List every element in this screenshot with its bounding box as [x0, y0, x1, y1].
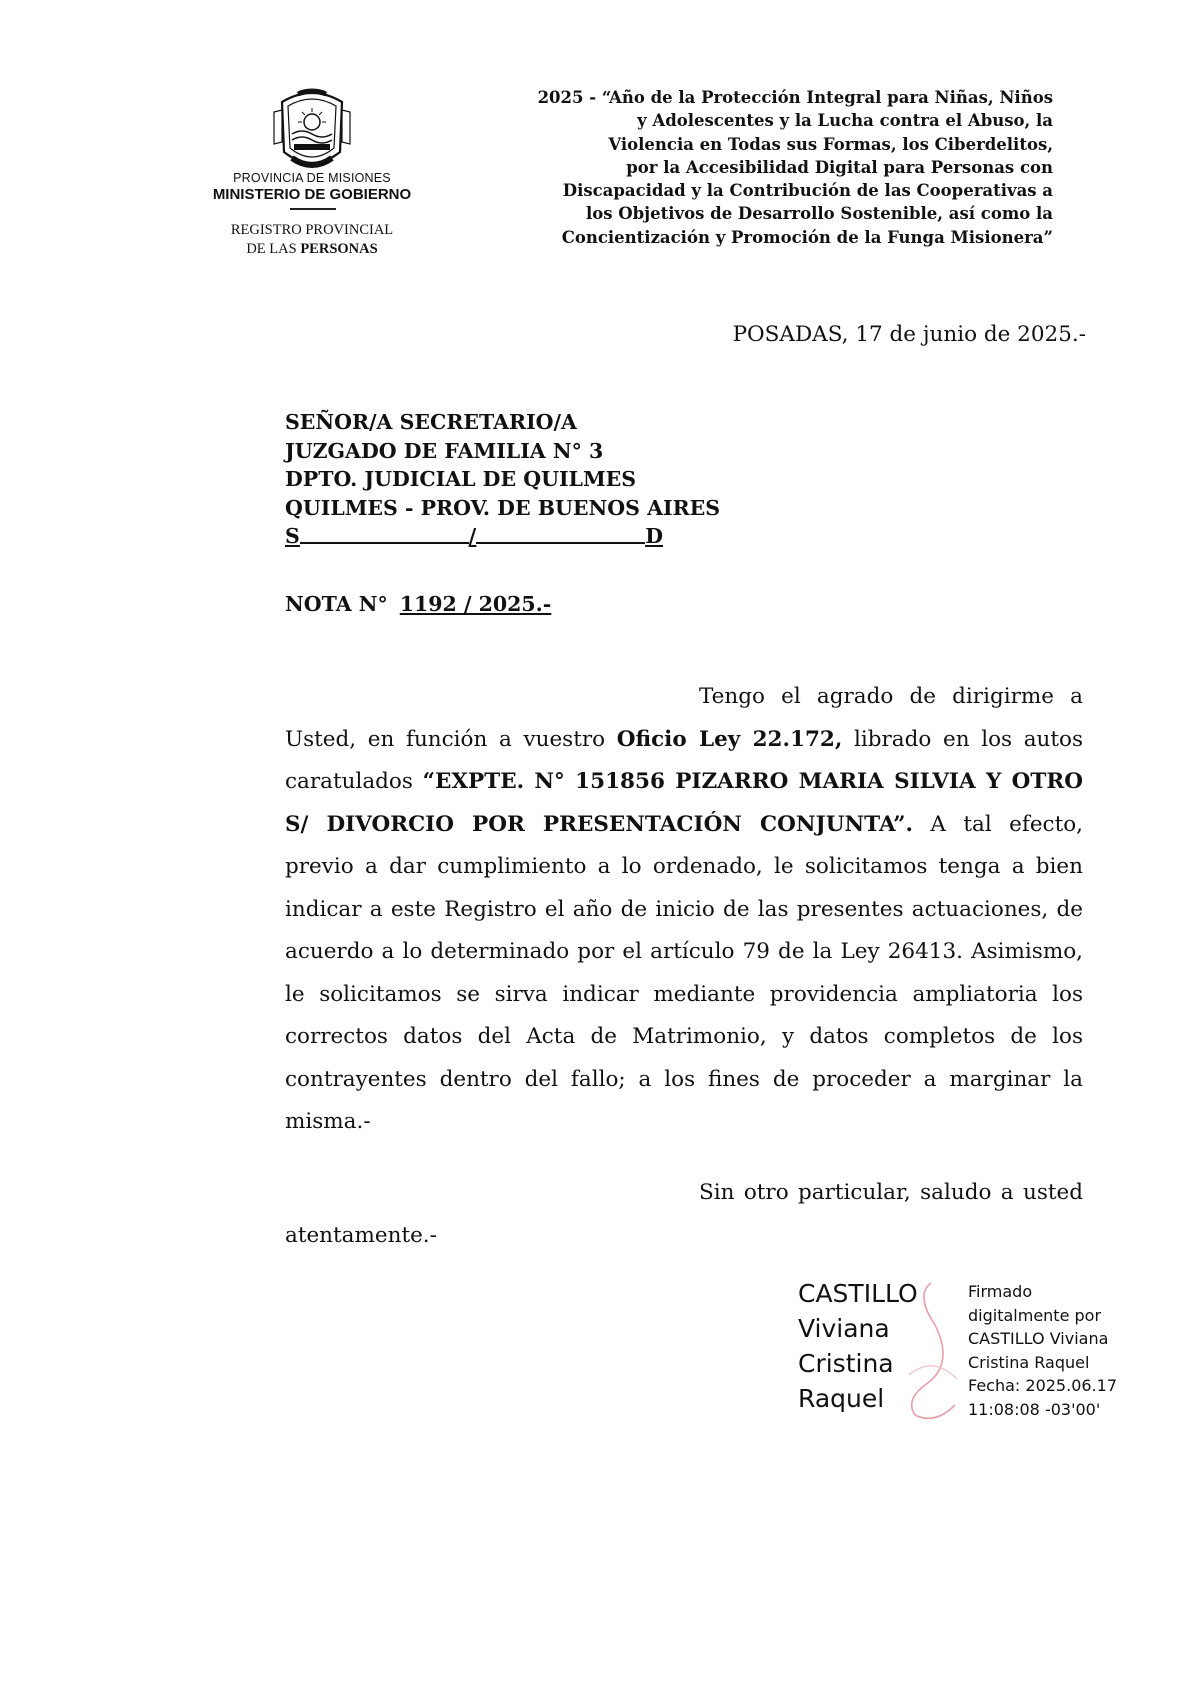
addressee-line: SEÑOR/A SECRETARIO/A	[285, 410, 577, 434]
body-intro: Tengo el agrado de dirigirme a Usted, en función a vuestro	[285, 684, 1083, 752]
sd-underline	[476, 522, 645, 544]
sd-s: S	[285, 524, 300, 548]
signature-details	[968, 1280, 1117, 1421]
addressee-block	[285, 408, 720, 551]
addressee-line: QUILMES - PROV. DE BUENOS AIRES	[285, 495, 721, 520]
motto-line: Concientización y Promoción de la Funga Misionera”	[561, 227, 1053, 247]
digital-signature-mark-icon	[895, 1275, 965, 1425]
provincia-de-misiones-seal-icon	[268, 82, 356, 174]
motto-line: Discapacidad y la Contribución de las Cooperativas a	[562, 181, 1053, 201]
registry-name-line2	[170, 241, 454, 258]
body-mid: librado en los autos caratulados	[285, 726, 1083, 794]
motto-line: por la Accesibilidad Digital para Personas con	[626, 157, 1053, 177]
place-and-date: POSADAS, 17 de junio de 2025.-	[732, 322, 1086, 347]
sd-d: D	[645, 524, 663, 548]
registry-line2-prefix: DE LAS	[246, 241, 297, 257]
ministry-name: MINISTERIO DE GOBIERNO	[212, 186, 412, 203]
signature-detail-line: Cristina Raquel	[968, 1352, 1090, 1372]
letter-body	[285, 676, 1083, 1144]
body-oficio-ley: Oficio Ley 22.172,	[616, 726, 843, 752]
body-case-title: “EXPTE. N° 151856 PIZARRO MARIA SILVIA Y OTRO S/ DIVORCIO POR PRESENTACIÓN CONJUNTA”.	[285, 769, 1083, 837]
note-label: NOTA N°	[285, 592, 388, 616]
registry-name-line1: REGISTRO PROVINCIAL	[230, 222, 394, 238]
sd-slash: /	[468, 524, 477, 548]
registry-line2-bold: PERSONAS	[300, 241, 378, 257]
signer-name-line: CASTILLO	[798, 1279, 918, 1308]
body-request: A tal efecto, previo a dar cumplimiento a lo ordenado, le solicitamos tenga a bien indicar a este Registro el año de inicio de las presentes actuaciones, de acuerdo a lo determinado por el artículo 79 de la Ley 26413. Asimismo, le solicitamos se sirva indicar mediante providencia ampliatoria los correctos datos del Acta de Matrimonio, y datos completos de los contrayentes dentro del fallo; a los fines de proceder a marginar la misma.-	[285, 811, 1083, 1134]
signature-detail-line: digitalmente por	[968, 1305, 1102, 1325]
note-number	[285, 592, 551, 616]
letter-closing	[285, 1172, 1083, 1257]
year-motto	[455, 86, 1053, 249]
sd-underline	[300, 522, 469, 544]
signature-detail-line: Fecha: 2025.06.17	[968, 1376, 1117, 1395]
signature-detail-line: CASTILLO Viviana	[968, 1329, 1109, 1348]
su-despacho-line	[285, 522, 663, 551]
motto-line: 2025 - “Año de la Protección Integral para Niñas, Niños	[537, 88, 1053, 107]
signer-name-line: Raquel	[798, 1384, 885, 1413]
motto-line: Violencia en Todas sus Formas, los Ciberdelitos,	[608, 134, 1053, 154]
signer-name-line: Cristina	[798, 1349, 894, 1378]
addressee-line: JUZGADO DE FAMILIA N° 3	[285, 438, 604, 463]
letterhead-divider	[290, 208, 336, 210]
note-number-value: 1192 / 2025.-	[399, 592, 552, 616]
motto-line: y Adolescentes y la Lucha contra el Abuso, la	[637, 111, 1053, 131]
signer-name-line: Viviana	[798, 1314, 890, 1343]
addressee-line: DPTO. JUDICIAL DE QUILMES	[285, 467, 637, 491]
motto-line: los Objetivos de Desarrollo Sostenible, así como la	[585, 204, 1053, 224]
signature-detail-line: Firmado	[968, 1282, 1033, 1301]
signature-detail-line: 11:08:08 -03'00'	[968, 1399, 1101, 1419]
closing-text: Sin otro particular, saludo a usted atentamente.-	[285, 1180, 1083, 1248]
province-name: PROVINCIA DE MISIONES	[233, 171, 391, 185]
